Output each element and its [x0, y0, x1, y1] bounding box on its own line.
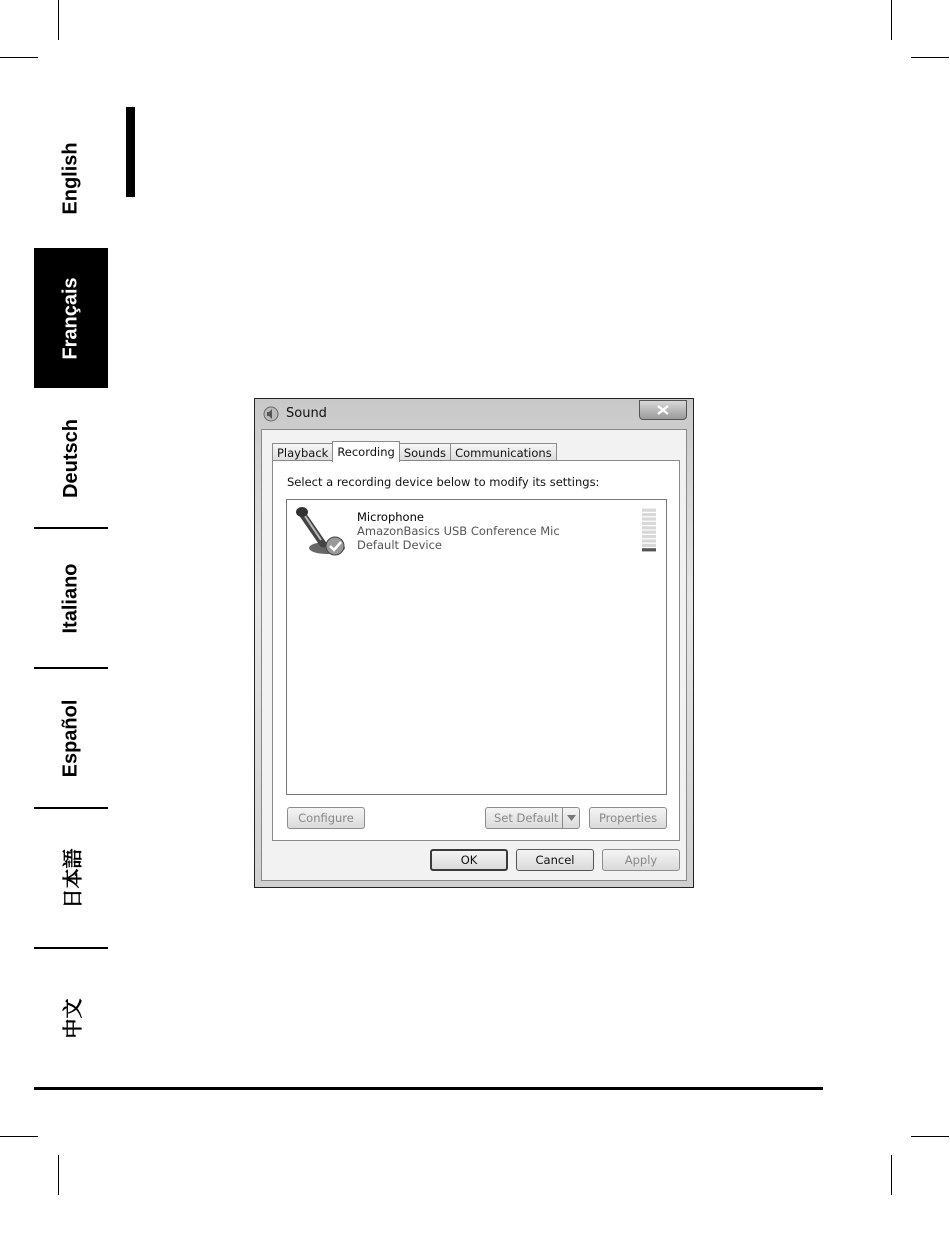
- device-description: AmazonBasics USB Conference Mic: [357, 524, 560, 538]
- device-name: Microphone: [357, 510, 424, 524]
- language-label: English: [59, 141, 82, 215]
- level-segment: [642, 526, 656, 529]
- level-segment: [642, 548, 656, 551]
- title-bar[interactable]: [255, 399, 693, 429]
- set-default-dropdown[interactable]: [562, 808, 579, 828]
- set-default-label: Set Default: [494, 811, 559, 825]
- tab-strip: [272, 440, 556, 461]
- level-segment: [642, 539, 656, 542]
- recording-panel: [272, 460, 680, 841]
- close-button[interactable]: [639, 400, 687, 420]
- configure-button[interactable]: Configure: [287, 807, 365, 829]
- crop-mark: [891, 1155, 892, 1195]
- dialog-client: [261, 429, 687, 881]
- language-label: Italiano: [59, 562, 82, 634]
- checkmark-icon: [326, 537, 344, 555]
- language-tab-espanol[interactable]: [34, 669, 108, 807]
- language-tab-francais[interactable]: [34, 248, 108, 388]
- device-list[interactable]: [286, 499, 667, 795]
- tab-playback[interactable]: Playback: [272, 443, 333, 461]
- language-label: Deutsch: [59, 418, 82, 498]
- language-tab-chinese[interactable]: [34, 949, 108, 1087]
- level-segment: [642, 535, 656, 538]
- language-label: Español: [59, 699, 82, 777]
- language-tab-italiano[interactable]: [34, 529, 108, 667]
- microphone-icon: [293, 504, 349, 558]
- ok-button[interactable]: OK: [430, 849, 508, 871]
- apply-button[interactable]: Apply: [602, 849, 680, 871]
- language-tab-deutsch[interactable]: [34, 388, 108, 528]
- bottom-rule: [34, 1087, 823, 1090]
- crop-mark: [891, 0, 892, 40]
- crop-mark: [0, 1136, 38, 1137]
- section-marker: [126, 107, 135, 197]
- crop-mark: [58, 1155, 59, 1195]
- level-meter: [641, 508, 657, 552]
- language-tab-japanese[interactable]: [34, 809, 108, 947]
- language-label: 中文: [62, 998, 85, 1038]
- close-icon: [657, 405, 669, 415]
- crop-mark: [0, 57, 38, 58]
- crop-mark: [58, 0, 59, 40]
- level-segment: [642, 513, 656, 516]
- level-segment: [642, 531, 656, 534]
- instruction-text: Select a recording device below to modify its settings:: [287, 475, 600, 489]
- tab-recording[interactable]: Recording: [332, 441, 400, 462]
- tab-sounds[interactable]: Sounds: [399, 443, 451, 461]
- dialog-title: Sound: [286, 406, 327, 421]
- crop-mark: [911, 1136, 949, 1137]
- level-segment: [642, 544, 656, 547]
- language-tab-english[interactable]: [34, 108, 108, 248]
- language-label: 日本語: [62, 848, 85, 908]
- set-default-button[interactable]: [485, 807, 580, 829]
- chevron-down-icon: [567, 815, 576, 821]
- crop-mark: [911, 57, 949, 58]
- sound-dialog: [254, 398, 694, 888]
- cancel-button[interactable]: Cancel: [516, 849, 594, 871]
- tab-communications[interactable]: Communications: [450, 443, 557, 461]
- speaker-icon: [263, 406, 279, 422]
- properties-button[interactable]: Properties: [589, 807, 667, 829]
- language-label: Français: [59, 276, 82, 360]
- device-status: Default Device: [357, 538, 443, 552]
- level-segment: [642, 517, 656, 520]
- level-segment: [642, 522, 656, 525]
- level-segment: [642, 509, 656, 512]
- list-item[interactable]: [289, 502, 664, 556]
